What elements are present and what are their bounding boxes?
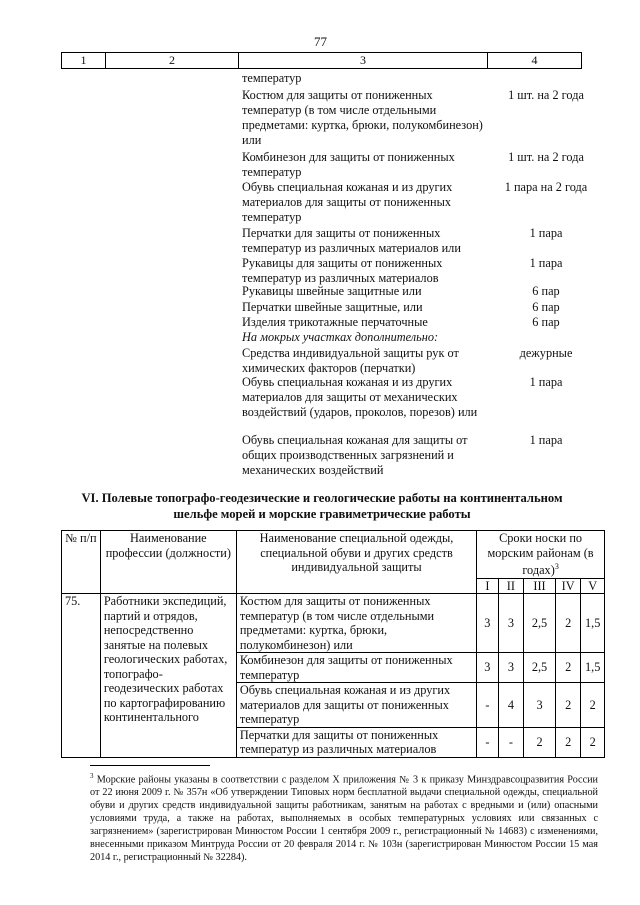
item-text: температур <box>242 71 302 85</box>
item-text: Перчатки для защиты от пониженных температур из различных материалов или <box>242 226 461 255</box>
item-norm: 6 пар <box>532 300 560 314</box>
wet-areas-subheading: На мокрых участках дополнительно: <box>242 330 439 344</box>
item-text: Обувь специальная кожаная и из других материалов для защиты от пониженных температур <box>242 180 453 224</box>
term-value: 3 <box>524 683 556 728</box>
item-norm: 1 шт. на 2 года <box>508 150 584 164</box>
column-number-header <box>61 52 582 69</box>
term-value: 3 <box>498 653 524 683</box>
term-value: 3 <box>477 594 498 653</box>
term-value: - <box>477 727 498 757</box>
col-4: 4 <box>488 53 582 69</box>
term-value: 2,5 <box>524 653 556 683</box>
col-1: 1 <box>62 53 106 69</box>
zone-header: II <box>498 578 524 594</box>
item-text: Рукавицы для защиты от пониженных температур из различных материалов <box>242 256 443 285</box>
item-text: Средства индивидуальной защиты рук от химических факторов (перчатки) <box>242 346 459 375</box>
term-value: 2 <box>555 653 581 683</box>
zone-header: III <box>524 578 556 594</box>
profession-cell: Работники экспедиций, партий и отрядов, непосредственно занятые на полевых геологических работах, топографо-геодезических работах по картографированию континентального <box>100 594 236 758</box>
term-value: 3 <box>498 594 524 653</box>
term-value: 1,5 <box>581 653 605 683</box>
zone-header: V <box>581 578 605 594</box>
row-number: 75. <box>62 594 101 758</box>
footnote-mark: 3 <box>90 772 94 780</box>
item-norm: 1 пара <box>529 375 563 389</box>
table-item: Перчатки для защиты от пониженных температур из различных материалов <box>236 727 476 757</box>
item-text: Рукавицы швейные защитные или <box>242 284 422 298</box>
term-value: 2 <box>581 683 605 728</box>
item-text: Обувь специальная кожаная и из других материалов для защиты от механических воздействий (ударов, проколов, порезов) или <box>242 375 478 419</box>
term-value: 2 <box>555 594 581 653</box>
term-value: 3 <box>477 653 498 683</box>
item-norm: 6 пар <box>532 284 560 298</box>
term-value: 1,5 <box>581 594 605 653</box>
header-terms <box>477 531 605 579</box>
zone-header: IV <box>555 578 581 594</box>
section-title-line-1: VI. Полевые топографо-геодезические и геологические работы на континентальном <box>81 491 563 505</box>
item-text: Перчатки швейные защитные, или <box>242 300 423 314</box>
item-text: Обувь специальная кожаная для защиты от общих производственных загрязнений и механических воздействий <box>242 433 468 477</box>
col-3: 3 <box>239 53 488 69</box>
section-heading <box>62 490 582 522</box>
term-value: 2,5 <box>524 594 556 653</box>
item-norm: 1 пара на 2 года <box>504 180 588 194</box>
header-terms-text: Сроки носки по морским районам (в годах) <box>487 531 594 578</box>
item-norm: 1 пара <box>529 226 563 240</box>
section-title-line-2: шельфе морей и морские гравиметрические работы <box>173 507 471 521</box>
section-table <box>61 530 605 758</box>
table-item: Костюм для защиты от пониженных температур (в том числе отдельными предметами: куртка, брюки, полукомбинезон) или <box>236 594 476 653</box>
table-item: Комбинезон для защиты от пониженных температур <box>236 653 476 683</box>
item-text: Изделия трикотажные перчаточные <box>242 315 428 329</box>
term-value: 2 <box>555 727 581 757</box>
item-norm: 1 пара <box>529 433 563 447</box>
footnote-text: Морские районы указаны в соответствии с разделом X приложения № 3 к приказу Минздравсоцразвития России от 22 июня 2009 г. № 357н «Об утверждении Типовых норм бесплатной выдачи специальной одежды, специальной обуви и других средств индивидуальной защиты работникам, занятым на работах с вредными и (или) опасными условиями труда, а также на работах, выполняемых в особых температурных условиях или связанных с загрязнением» (зарегистрирован Минюстом России 1 сентября 2009 г., регистрационный № 14683) с изменениями, внесенными приказом Минтруда России от 20 февраля 2014 г. № 103н (зарегистрирован Минюстом России 15 мая 2014 г., регистрационный № 32284). <box>90 774 599 864</box>
term-value: - <box>498 727 524 757</box>
item-norm: 1 пара <box>529 256 563 270</box>
page-number: 77 <box>314 34 327 49</box>
header-profession: Наименование профессии (должности) <box>100 531 236 594</box>
footnote-ref: 3 <box>554 562 559 571</box>
col-2: 2 <box>106 53 239 69</box>
item-norm: 1 шт. на 2 года <box>508 88 584 102</box>
table-item: Обувь специальная кожаная и из других материалов для защиты от пониженных температур <box>236 683 476 728</box>
term-value: - <box>477 683 498 728</box>
term-value: 4 <box>498 683 524 728</box>
item-text: Комбинезон для защиты от пониженных температур <box>242 150 455 179</box>
zone-header: I <box>477 578 498 594</box>
header-number: № п/п <box>62 531 101 594</box>
item-text: Костюм для защиты от пониженных температур (в том числе отдельными предметами: куртка, брюки, полукомбинезон) или <box>242 88 483 147</box>
footnote <box>90 770 598 864</box>
term-value: 2 <box>581 727 605 757</box>
term-value: 2 <box>555 683 581 728</box>
item-norm: дежурные <box>519 346 573 360</box>
header-items: Наименование специальной одежды, специальной обуви и других средств индивидуальной защиты <box>236 531 476 594</box>
item-norm: 6 пар <box>532 315 560 329</box>
term-value: 2 <box>524 727 556 757</box>
footnote-separator <box>90 765 210 766</box>
